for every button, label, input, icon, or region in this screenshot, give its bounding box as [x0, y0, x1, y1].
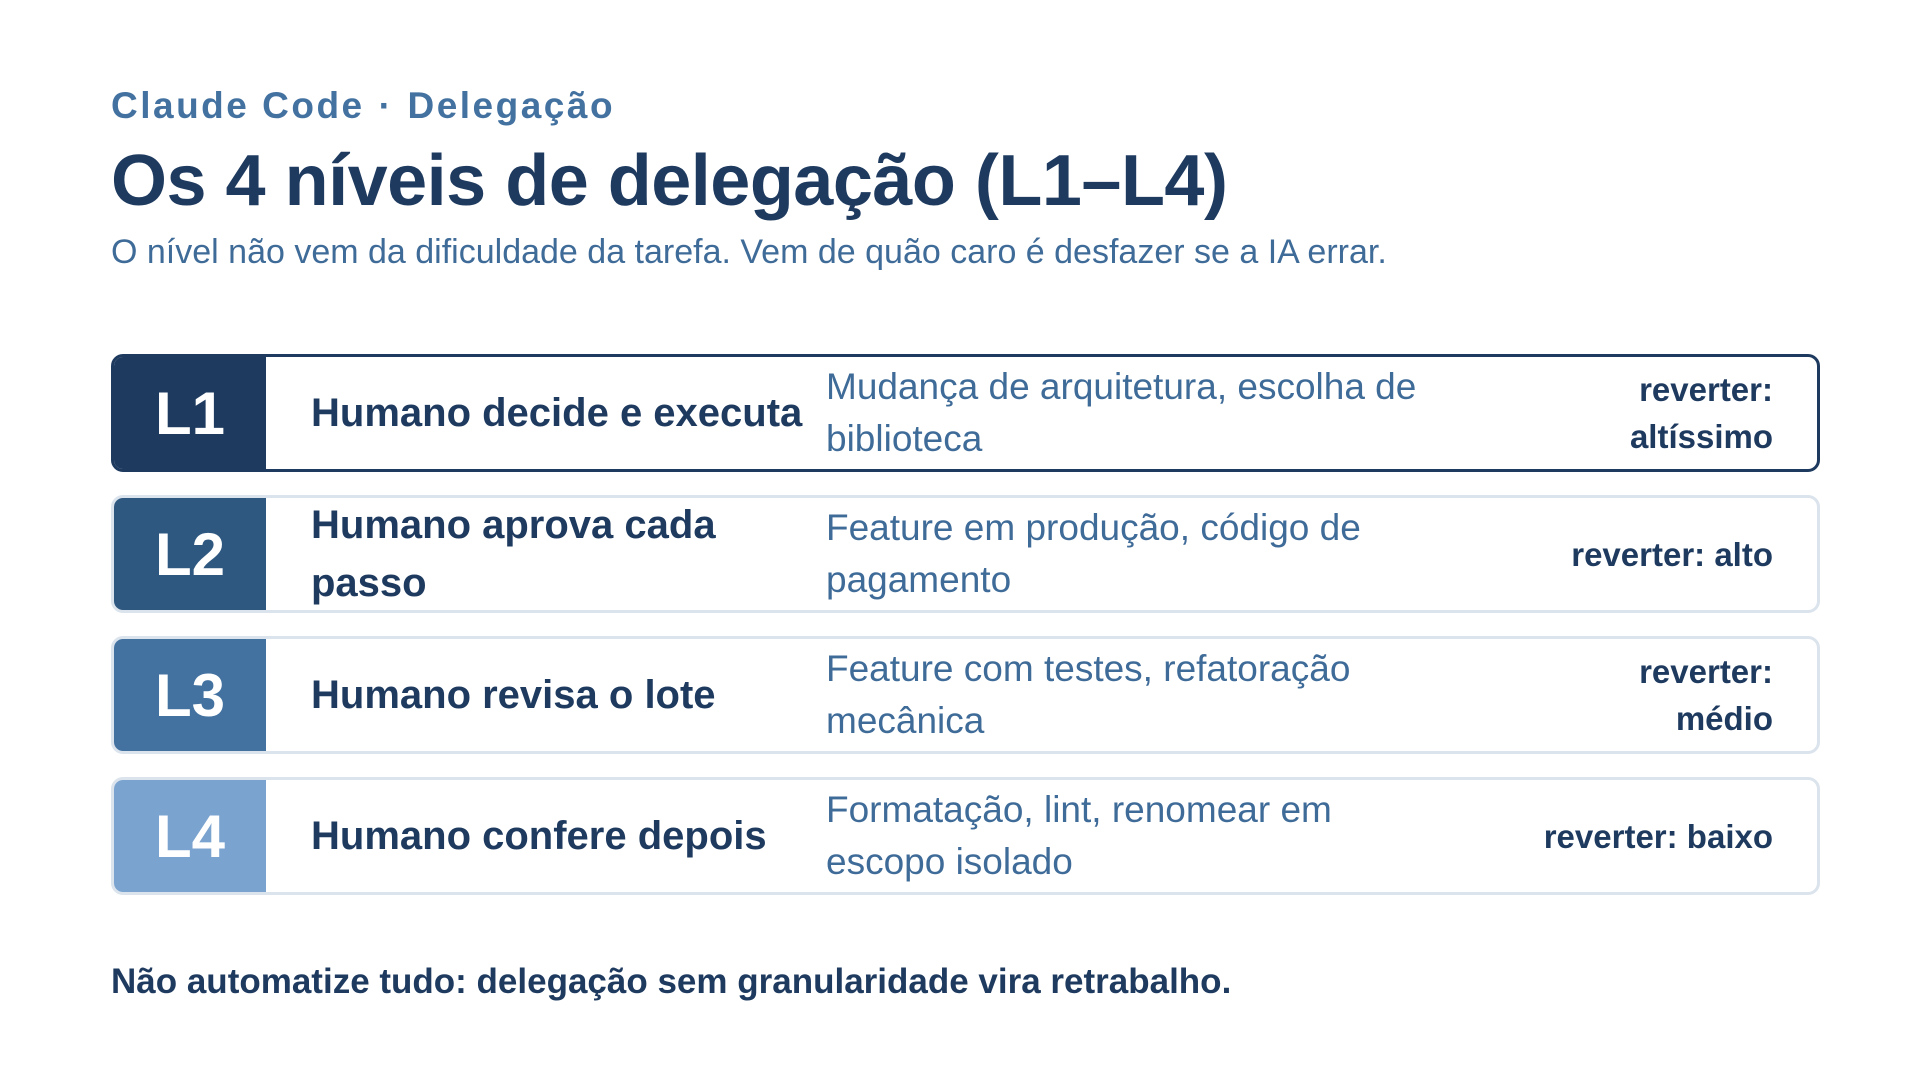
level-example-text: Feature em produção, código de pagamento: [826, 507, 1361, 600]
level-revert-cost: [1517, 780, 1817, 892]
level-actor: Humano revisa o lote: [311, 673, 716, 717]
level-row-l1: [111, 354, 1820, 472]
level-revert-cost-text: reverter: médio: [1639, 653, 1773, 737]
footer-note: Não automatize tudo: delegação sem granularidade vira retrabalho.: [111, 962, 1232, 1001]
delegation-levels-list: [111, 354, 1820, 918]
level-actor: Humano confere depois: [311, 814, 767, 858]
level-revert-cost-text: reverter: alto: [1571, 535, 1773, 573]
eyebrow-separator: ·: [378, 85, 394, 126]
level-revert-cost: [1517, 357, 1817, 469]
level-actor: Humano aprova cada passo: [311, 503, 716, 605]
level-badge: L3: [114, 639, 266, 751]
level-example-text: Formatação, lint, renomear em escopo isolado: [826, 789, 1332, 882]
level-example: [826, 780, 1517, 892]
level-revert-cost-text: reverter: altíssimo: [1629, 371, 1773, 455]
level-badge: L1: [114, 357, 266, 469]
level-actor: Humano decide e executa: [311, 391, 803, 435]
level-row-l4: [111, 777, 1820, 895]
page-subtitle: O nível não vem da dificuldade da tarefa. Vem de quão caro é desfazer se a IA errar.: [111, 233, 1387, 271]
level-revert-cost: [1517, 498, 1817, 610]
level-revert-cost-text: reverter: baixo: [1543, 817, 1773, 855]
level-example: [826, 498, 1517, 610]
level-row-l2: [111, 495, 1820, 613]
level-revert-cost: [1517, 639, 1817, 751]
level-row-l3: [111, 636, 1820, 754]
level-example-text: Mudança de arquitetura, escolha de biblioteca: [826, 366, 1417, 459]
level-badge: L2: [114, 498, 266, 610]
level-example-text: Feature com testes, refatoração mecânica: [826, 648, 1351, 741]
level-example: [826, 639, 1517, 751]
level-example: [826, 357, 1517, 469]
level-badge: L4: [114, 780, 266, 892]
eyebrow-product: Claude Code: [111, 85, 365, 126]
eyebrow-topic: Delegação: [407, 85, 616, 126]
page-title: Os 4 níveis de delegação (L1–L4): [111, 141, 1228, 221]
eyebrow: [111, 84, 1809, 128]
